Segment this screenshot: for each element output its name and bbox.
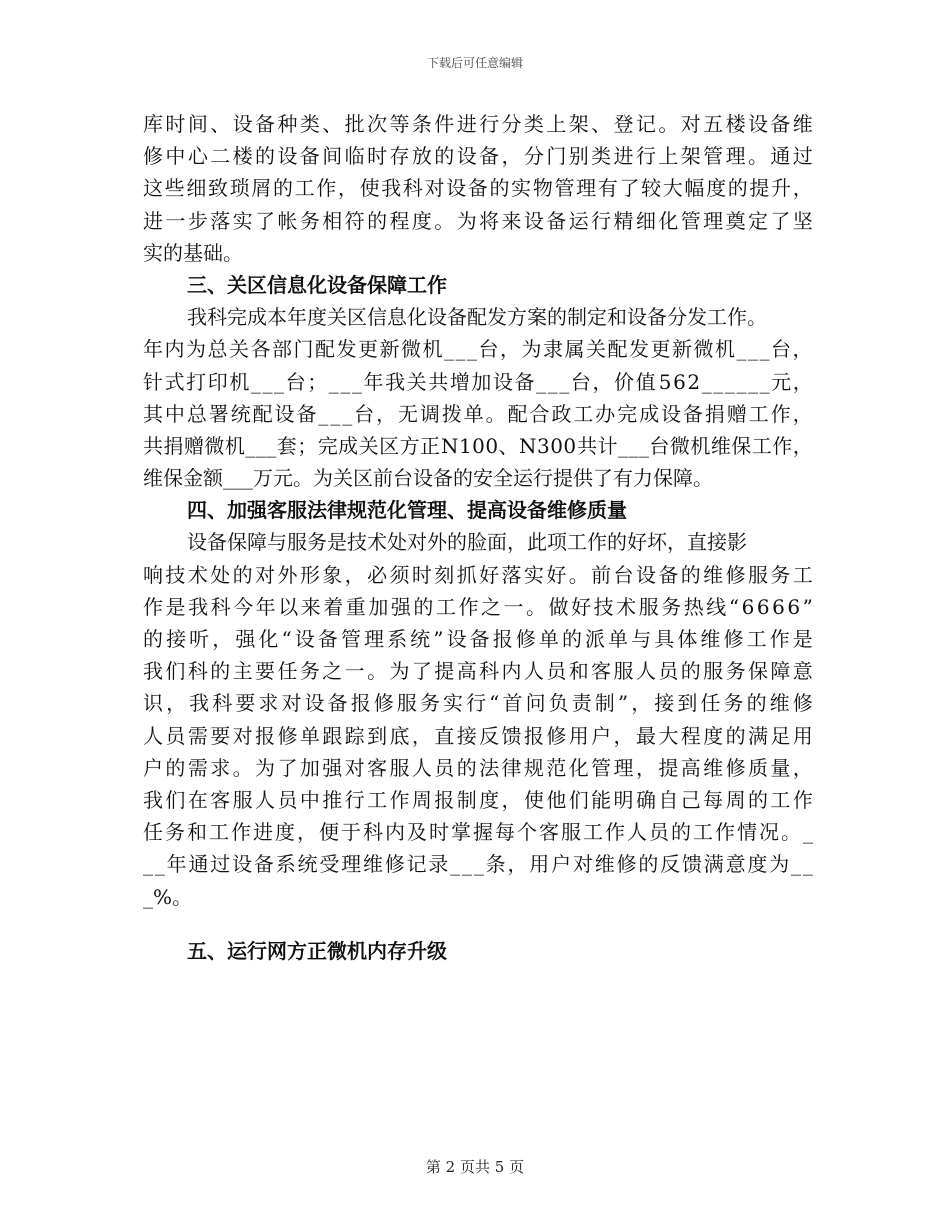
- paragraph-line: 进 一 步 落 实 了 帐 务 相 符 的 程 度 。 为 将 来 设 备 运 行 精 细 化 管 理 奠 定 了 坚: [143, 208, 813, 233]
- paragraph-line: 设备保障与服务是技术处对外的脸面，此项工作的好坏，直接影: [187, 530, 747, 555]
- paragraph-line: 我科完成本年度关区信息化设备配发方案的制定和设备分发工作。: [187, 305, 767, 330]
- document-body: [143, 108, 813, 967]
- paragraph-line: 任 务 和 工 作 进 度 ， 便 于 科 内 及 时 掌 握 每 个 客 服 工 作 人 员 的 工 作 情 况 。 _: [143, 820, 813, 845]
- paragraph-line: 这 些 细 致 琐 屑 的 工 作 ， 使 我 科 对 设 备 的 实 物 管 理 有 了 较 大 幅 度 的 提 升 ，: [143, 176, 813, 201]
- section-heading-5: 五、运行网方正微机内存升级: [187, 938, 447, 963]
- paragraph-line: 识 ， 我 科 要 求 对 设 备 报 修 服 务 实 行 “ 首 问 负 责 制 ” ， 接 到 任 务 的 维 修: [143, 691, 813, 716]
- paragraph-line: 其 中 总 署 统 配 设 备 _ _ _ 台 ， 无 调 拨 单 。 配 合 政 工 办 完 成 设 备 捐 赠 工 作 ，: [143, 401, 813, 426]
- paragraph-line: 户 的 需 求 。 为 了 加 强 对 客 服 人 员 的 法 律 规 范 化 管 理 ， 提 高 维 修 质 量 ，: [143, 755, 813, 780]
- paragraph-line: 共 捐 赠 微 机 _ _ _ 套 ； 完 成 关 区 方 正 N 1 0 0 、 N 3 0 0 共 计 _ _ _ 台 微 机 维 保 工 作 ，: [143, 433, 813, 458]
- paragraph-line: 针 式 打 印 机 _ _ _ 台 ； _ _ _ 年 我 关 共 增 加 设 备 _ _ _ 台 ， 价 值 5 6 2 _ _ _ _ _ _ 元 ，: [143, 369, 813, 394]
- paragraph-line: 的 接 听 ， 强 化 “ 设 备 管 理 系 统 ” 设 备 报 修 单 的 派 单 与 具 体 维 修 工 作 是: [143, 627, 813, 651]
- paragraph-line: 响 技 术 处 的 对 外 形 象 ， 必 须 时 刻 抓 好 落 实 好 。 前 台 设 备 的 维 修 服 务 工: [143, 562, 813, 587]
- paragraph-line: 修 中 心 二 楼 的 设 备 间 临 时 存 放 的 设 备 ， 分 门 别 类 进 行 上 架 管 理 。 通 过: [143, 144, 813, 169]
- paragraph-line: 人 员 需 要 对 报 修 单 跟 踪 到 底 ， 直 接 反 馈 报 修 用 户 ， 最 大 程 度 的 满 足 用: [143, 723, 813, 748]
- paragraph-line: 维保金额___万元。为关区前台设备的安全运行提供了有力保障。: [143, 466, 713, 491]
- paragraph-line: _ _ 年 通 过 设 备 系 统 受 理 维 修 记 录 _ _ _ 条 ， 用 户 对 维 修 的 反 馈 满 意 度 为 _ _: [143, 852, 813, 877]
- paragraph-line: _%。: [143, 884, 193, 909]
- paragraph-line: 库 时 间 、 设 备 种 类 、 批 次 等 条 件 进 行 分 类 上 架 、 登 记 。 对 五 楼 设 备 维: [143, 112, 813, 136]
- paragraph-line: 实的基础。: [143, 240, 243, 265]
- page-footer: 第 2 页共 5 页: [425, 1158, 525, 1176]
- paragraph-line: 作 是 我 科 今 年 以 来 着 重 加 强 的 工 作 之 一 。 做 好 技 术 服 务 热 线 “ 6 6 6 6 ”: [143, 594, 813, 619]
- paragraph-line: 我 们 科 的 主 要 任 务 之 一 。 为 了 提 高 科 内 人 员 和 客 服 人 员 的 服 务 保 障 意: [143, 659, 813, 684]
- page-header: 下载后可任意编辑: [426, 56, 523, 70]
- section-heading-4: 四、加强客服法律规范化管理、提高设备维修质量: [187, 498, 627, 523]
- section-heading-3: 三、关区信息化设备保障工作: [187, 272, 447, 297]
- paragraph-line: 我 们 在 客 服 人 员 中 推 行 工 作 周 报 制 度 ， 使 他 们 能 明 确 自 己 每 周 的 工 作: [143, 787, 813, 812]
- paragraph-line: 年 内 为 总 关 各 部 门 配 发 更 新 微 机 _ _ _ 台 ， 为 隶 属 关 配 发 更 新 微 机 _ _ _ 台 ，: [143, 337, 813, 362]
